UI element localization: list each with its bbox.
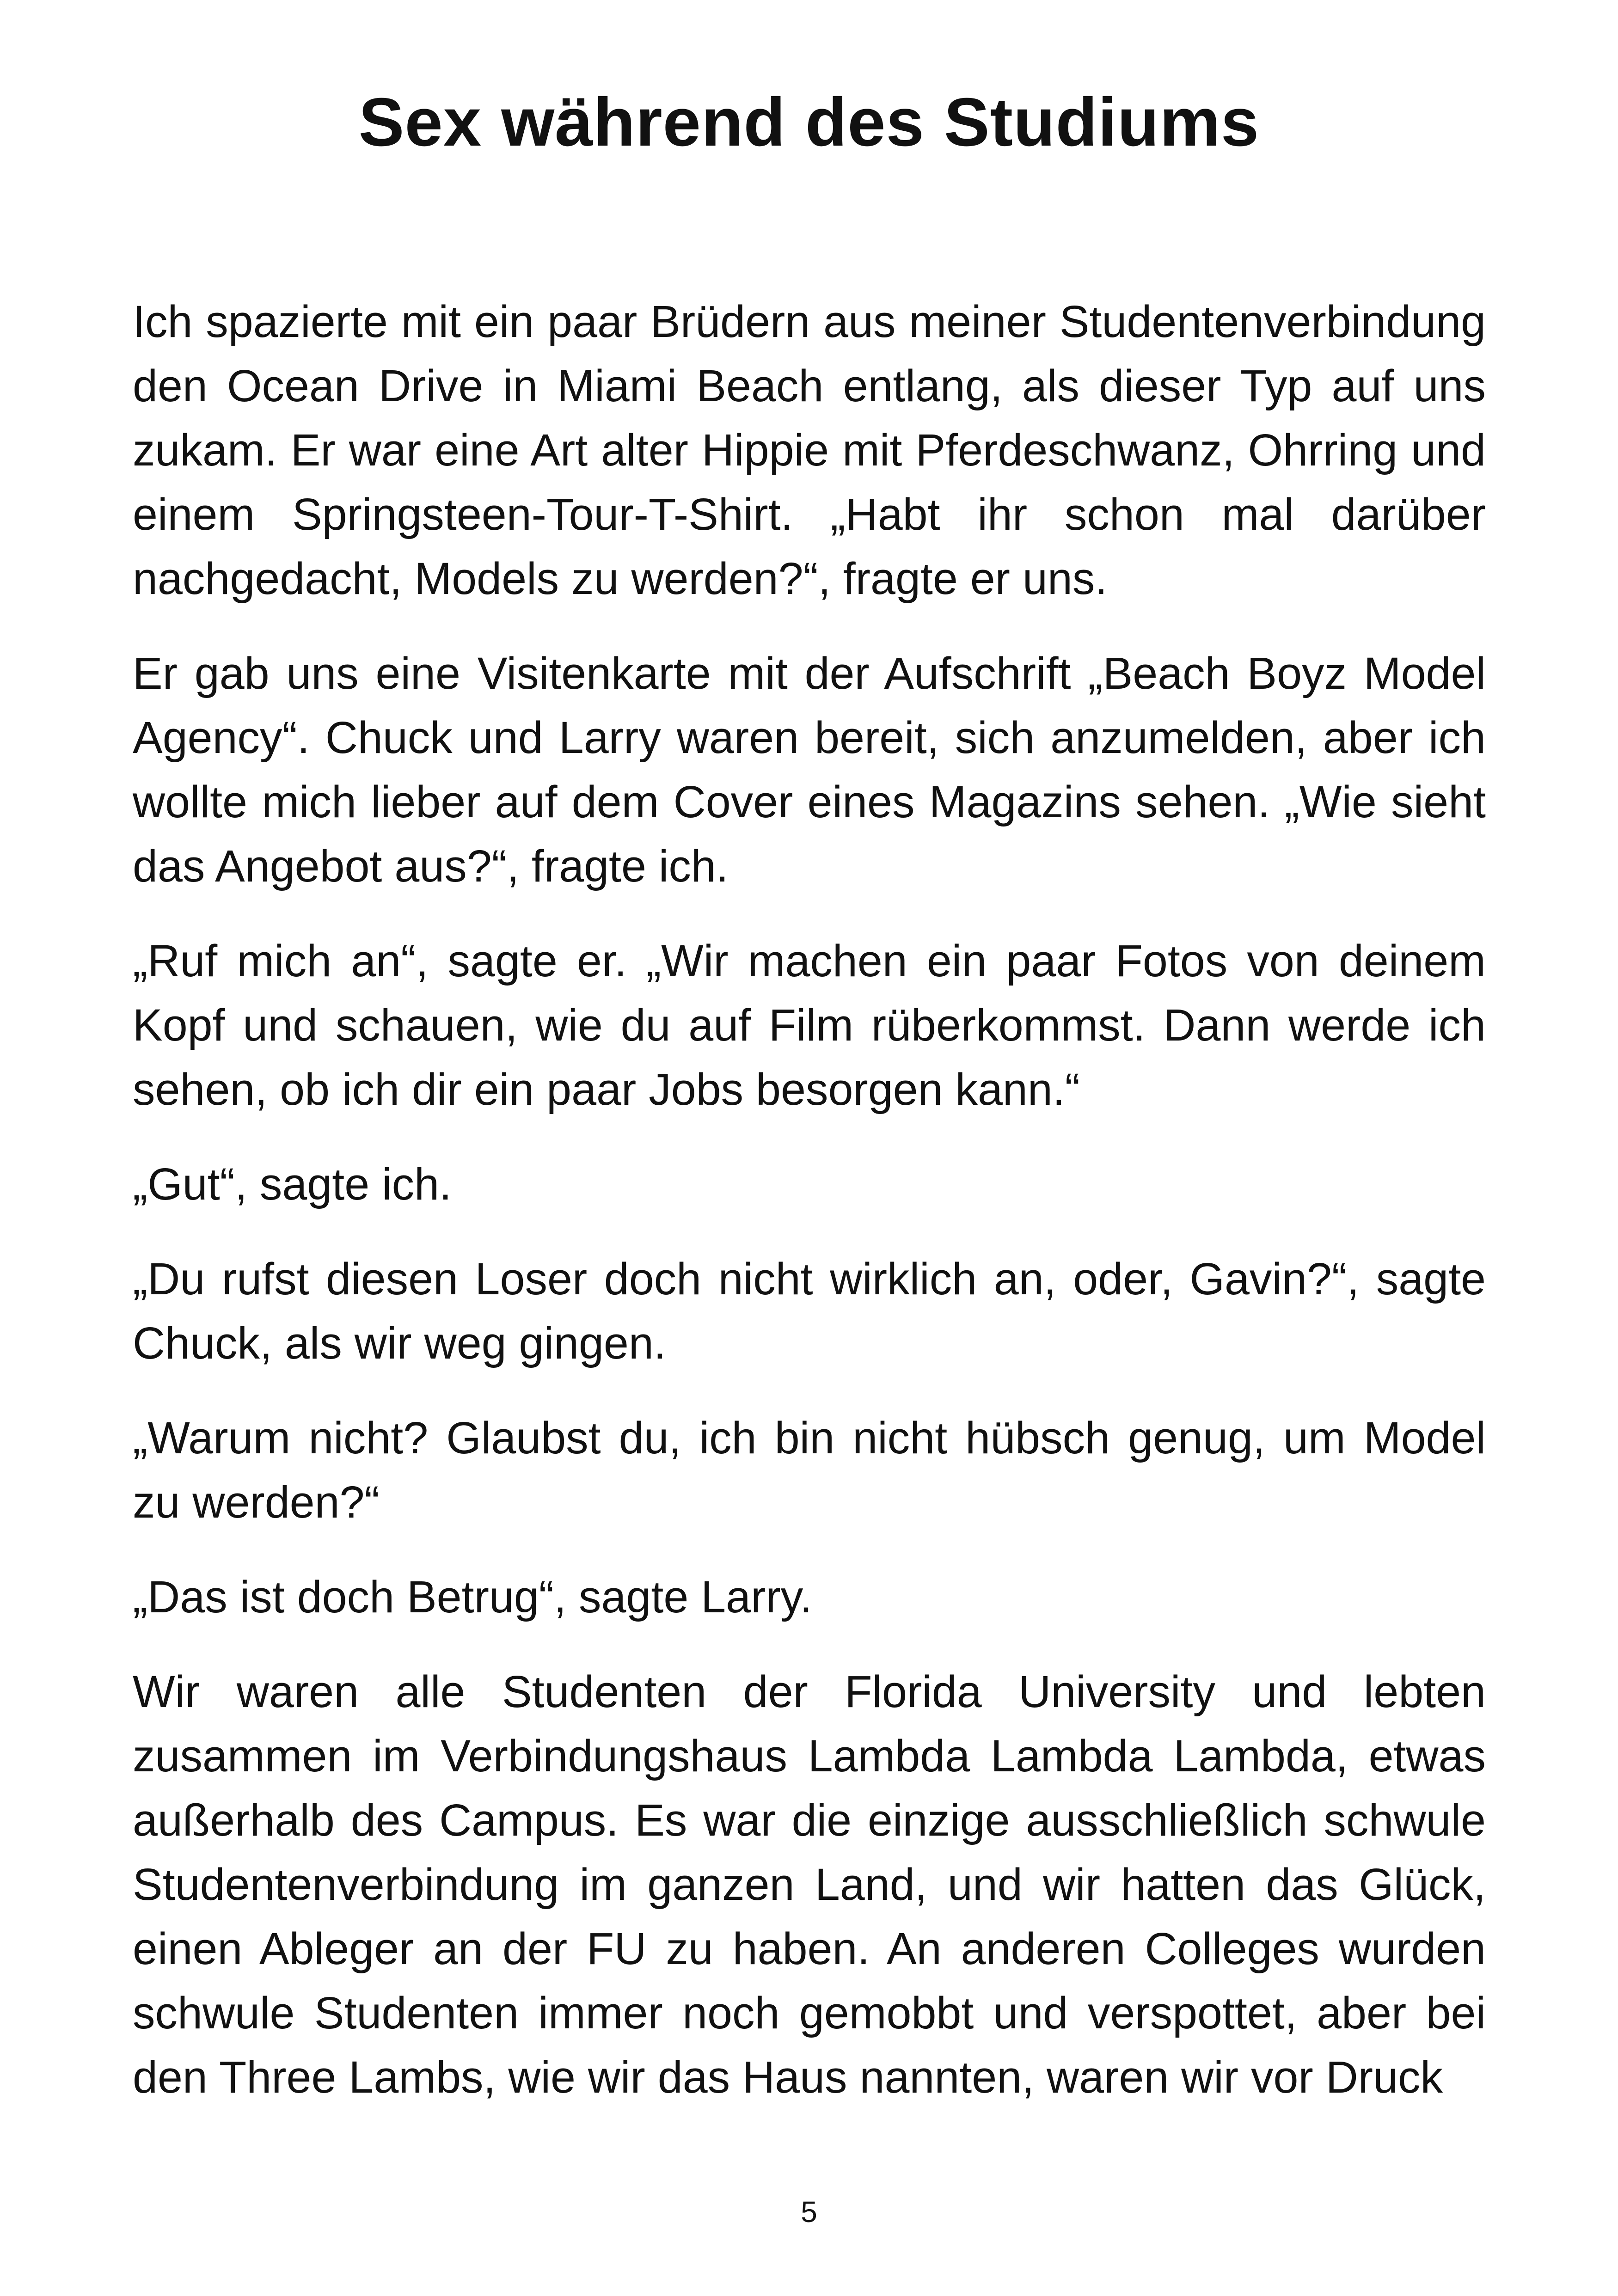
paragraph: „Gut“, sagte ich.: [133, 1159, 452, 1209]
paragraph: Ich spazierte mit ein paar Brüdern aus meiner Studentenverbindung den Ocean Drive in Miami Beach entlang, als dieser Typ auf uns zukam. Er war eine Art alter Hippie mit Pferdeschwanz, Ohrring und einem Springsteen-Tour-T-Shirt. „Habt ihr schon mal darüber nachgedacht, Models zu werden?“, fragte er uns.: [133, 296, 1486, 604]
paragraph: „Das ist doch Betrug“, sagte Larry.: [133, 1572, 812, 1622]
page-number: 5: [801, 2195, 817, 2229]
body-text: [133, 289, 1486, 2140]
paragraph: „Du rufst diesen Loser doch nicht wirklich an, oder, Gavin?“, sagte Chuck, als wir weg gingen.: [133, 1254, 1486, 1368]
page-title: Sex während des Studiums: [358, 84, 1260, 160]
paragraph: Wir waren alle Studenten der Florida University und lebten zusammen im Verbindungshaus Lambda Lambda Lambda, etwas außerhalb des Campus. Es war die einzige ausschließlich schwule Studentenverbindung im ganzen Land, und wir hatten das Glück, einen Ableger an der FU zu haben. An anderen Colleges wurden schwule Studenten immer noch gemobbt und verspottet, aber bei den Three Lambs, wie wir das Haus nannten, waren wir vor Druck: [133, 1666, 1486, 2102]
paragraph: „Warum nicht? Glaubst du, ich bin nicht hübsch genug, um Model zu werden?“: [133, 1413, 1486, 1527]
paragraph: „Ruf mich an“, sagte er. „Wir machen ein paar Fotos von deinem Kopf und schauen, wie du auf Film rüberkommst. Dann werde ich sehen, ob ich dir ein paar Jobs besorgen kann.“: [133, 936, 1486, 1114]
paragraph: Er gab uns eine Visitenkarte mit der Aufschrift „Beach Boyz Model Agency“. Chuck und Larry waren bereit, sich anzumelden, aber ich wollte mich lieber auf dem Cover eines Magazins sehen. „Wie sieht das Angebot aus?“, fragte ich.: [133, 648, 1486, 891]
